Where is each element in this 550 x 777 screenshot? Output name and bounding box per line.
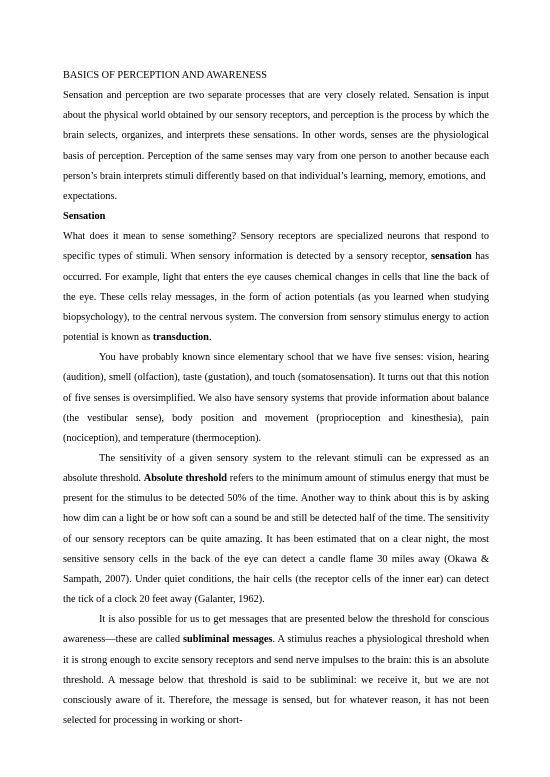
term-subliminal-messages: subliminal messages (183, 634, 273, 646)
intro-paragraph: Sensation and perception are two separate processes that are very closely related. Sensation is input about the physical world obtained by our sensory receptors, and perception is the process by which the brain selects, organizes, and interprets these sensations. In other words, senses are the physiological basis of perception. Perception of the same senses may vary from one person to another because each person’s brain interprets stimuli differently based on that individual’s learning, memory, emotions, and (63, 90, 489, 182)
intro-paragraph-end: expectations. (63, 190, 118, 202)
text-run: It is also possible for us to get messages that are presented below the threshold for conscious awareness—these are called (63, 614, 489, 646)
text-run: What does it mean to sense something? Sensory receptors are specialized neurons that respond to specific types of stimuli. When sensory information is detected by a sensory receptor, (63, 231, 489, 263)
text-run: has occurred. For example, light that enters the eye causes chemical changes in cells that line the back of the eye. These cells relay messages, in the form of action potentials (as you learned when studying biopsychology), to the central nervous system. The conversion from sensory stimulus energy to action potential is known as (63, 251, 489, 344)
term-transduction: transduction (152, 332, 209, 344)
sensation-paragraph (63, 227, 489, 348)
text-run: . A stimulus reaches a physiological threshold when it is strong enough to excite sensory receptors and send nerve impulses to the brain: this is an absolute threshold. A message below that threshold is said to be subliminal: we receive it, but we are not consciously aware of it. Therefore, the message is sensed, but for whatever reason, it has not been selected for processing in working or short- (63, 634, 490, 726)
text-run: . (208, 332, 212, 344)
subliminal-paragraph (63, 610, 489, 731)
text-run: The sensitivity of a given sensory system to the relevant stimuli can be expressed as an absolute threshold. (63, 452, 489, 485)
absolute-threshold-paragraph (63, 449, 489, 610)
five-senses-paragraph: You have probably known since elementary school that we have five senses: vision, hearing (audition), smell (olfaction), taste (gustation), and touch (somatosensation). It turns out that this notion of five senses is oversimplified. We also have sensory systems that provide information about balance (the vestibular sense), body position and movement (proprioception and kinesthesia), pain (nociception), and temperature (thermoception). (63, 352, 489, 444)
text-run: refers to the minimum amount of stimulus energy that must be present for the stimulus to be detected 50% of the time. Another way to think about this is by asking how dim can a light be or how soft can a sound be and still be detected half of the time. The sensitivity of our sensory receptors can be quite amazing. It has been estimated that on a clear night, the most sensitive sensory cells in the back of the eye can detect a candle flame 30 miles away (Okawa & Sampath, 2007). Under quiet conditions, the hair cells (the receptor cells of the inner ear) can detect the tick of a clock 20 feet away (Galanter, 1962). (63, 473, 490, 606)
section-heading: Sensation (63, 211, 106, 223)
document-title: BASICS OF PERCEPTION AND AWARENESS (63, 70, 268, 81)
term-sensation: sensation (431, 251, 472, 263)
term-absolute-threshold: Absolute threshold (143, 473, 228, 485)
